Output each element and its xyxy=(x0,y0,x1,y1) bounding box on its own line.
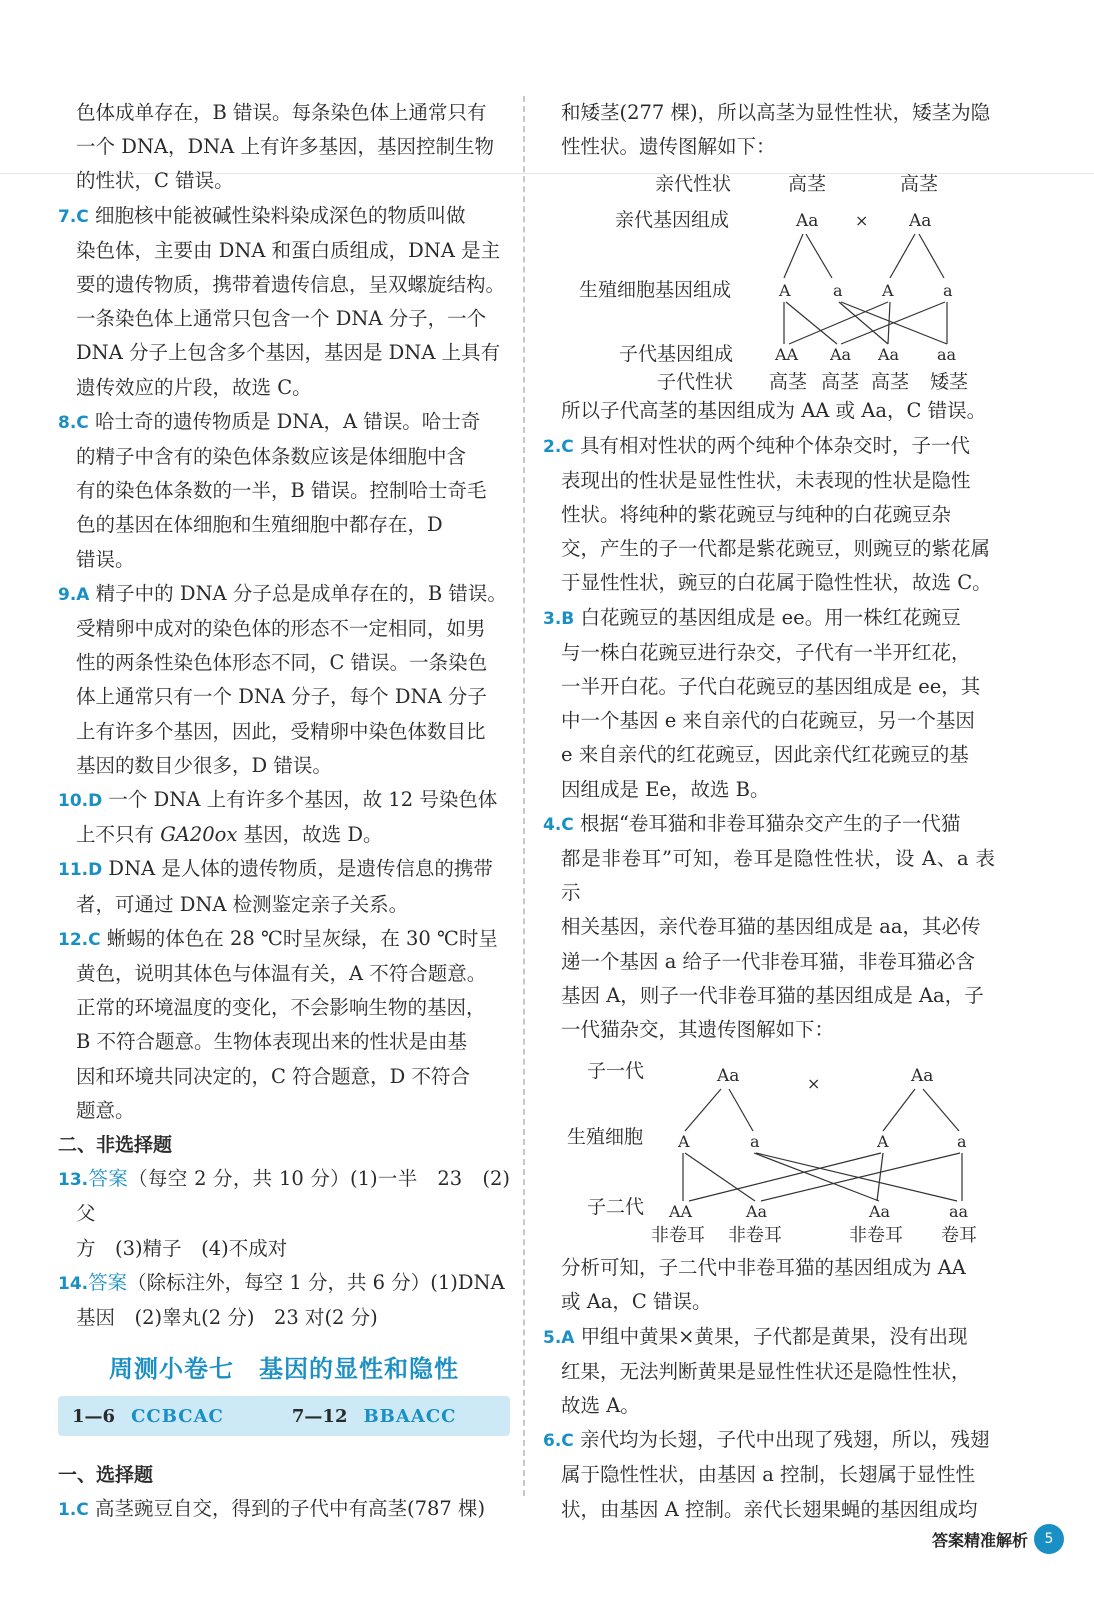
text-line: 基因 (2)睾丸(2 分) 23 对(2 分) xyxy=(76,1305,378,1329)
question-number: 5.A xyxy=(543,1327,575,1348)
offspring-genotype: Aa xyxy=(830,345,852,365)
text-line: 具有相对性状的两个纯种个体杂交时，子一代 xyxy=(573,433,970,457)
answer-8 xyxy=(58,405,510,577)
text-line: 一半开白花。子代白花豌豆的基因组成是 ee，其 xyxy=(561,675,981,699)
diagram-arrows xyxy=(784,234,947,344)
answer-10 xyxy=(58,783,510,852)
left-column xyxy=(58,96,510,1527)
text-line: 体上通常只有一个 DNA 分子，每个 DNA 分子 xyxy=(76,685,487,709)
diagram-label: 生殖细胞基因组成 xyxy=(579,279,732,302)
text-line: 上有许多个基因，因此，受精卵中染色体数目比 xyxy=(76,719,486,743)
text-line: 黄色，说明其体色与体温有关，A 不符合题意。 xyxy=(76,962,487,986)
text-line: 染色体，主要由 DNA 和蛋白质组成，DNA 是主 xyxy=(76,238,501,262)
cross-symbol: × xyxy=(807,1074,821,1094)
diagram-label: 亲代性状 xyxy=(655,173,732,196)
text-line: 中一个基因 e 来自亲代的白花豌豆，另一个基因 xyxy=(561,709,975,733)
question-number: 3.B xyxy=(543,608,575,629)
trait: 高茎 xyxy=(769,371,808,391)
answer-13 xyxy=(58,1162,510,1266)
text-line: 红果，无法判断黄果是显性性状还是隐性性状， xyxy=(561,1359,971,1383)
answer-14 xyxy=(58,1266,510,1335)
gamete: a xyxy=(943,281,953,301)
question-number: 6.C xyxy=(543,1431,574,1452)
text-line: 分析可知，子二代中非卷耳猫的基因组成为 AA xyxy=(561,1256,966,1280)
answer-label: 答案 xyxy=(88,1270,128,1294)
trait: 高茎 xyxy=(788,173,827,196)
text-line: 白花豌豆的基因组成是 ee。用一株红花豌豆 xyxy=(574,605,961,629)
trait: 高茎 xyxy=(900,173,939,196)
text-line: 相关基因，亲代卷耳猫的基因组成是 aa，其必传 xyxy=(561,915,981,939)
genotype: Aa xyxy=(911,1066,934,1087)
column-divider xyxy=(523,96,525,1496)
text-line: 方 (3)精子 (4)不成对 xyxy=(76,1236,288,1260)
text-line: 属于隐性性状，由基因 a 控制，长翅属于显性性 xyxy=(561,1463,976,1487)
gamete: a xyxy=(957,1132,967,1152)
text-line: 受精卵中成对的染色体的形态不一定相同，如男 xyxy=(76,617,486,641)
text-line: 遗传效应的片段，故选 C。 xyxy=(76,375,312,399)
text-line: （除标注外，每空 1 分，共 6 分）(1)DNA xyxy=(127,1270,505,1294)
text-line: 甲组中黄果×黄果，子代都是黄果，没有出现 xyxy=(574,1324,968,1348)
trait: 非卷耳 xyxy=(728,1225,782,1247)
text-line: （每空 2 分，共 10 分）(1)一半 23 (2)父 xyxy=(76,1167,510,1226)
text-line: B 不符合题意。生物体表现出来的性状是由基 xyxy=(76,1030,468,1054)
offspring-genotype: Aa xyxy=(878,345,900,365)
text-line: 根据“卷耳猫和非卷耳猫杂交产生的子一代猫 xyxy=(573,811,961,835)
gamete: A xyxy=(882,281,894,301)
question-number: 10.D xyxy=(58,791,103,812)
page-number: 5 xyxy=(1034,1524,1064,1554)
genetic-diagram-2 xyxy=(543,1047,995,1247)
text-line: 所以子代高茎的基因组成为 AA 或 Aa，C 错误。 xyxy=(561,399,987,423)
offspring-genotype: aa xyxy=(949,1202,969,1222)
text-line: 的精子中含有的染色体条数应该是体细胞中含 xyxy=(76,445,467,469)
text-line: 表现出的性状是显性性状，未表现的性状是隐性 xyxy=(561,468,971,492)
gamete: A xyxy=(877,1132,889,1152)
text-line: 与一株白花豌豆进行杂交，子代有一半开红花， xyxy=(561,640,971,664)
text-line: 一代猫杂交，其遗传图解如下： xyxy=(561,1018,835,1042)
answer-12 xyxy=(58,922,510,1128)
gene-name: GA20ox xyxy=(160,823,238,847)
answer-2 xyxy=(543,429,995,601)
gamete: A xyxy=(779,281,791,301)
text-line: 精子中的 DNA 分子总是成单存在的，B 错误。 xyxy=(89,581,507,605)
question-number: 7.C xyxy=(58,206,89,227)
offspring-genotype: aa xyxy=(937,345,957,365)
diagram-arrows xyxy=(683,1089,962,1201)
text-line: 一个 DNA，DNA 上有许多基因，基因控制生物 xyxy=(76,135,494,159)
cross-symbol: × xyxy=(855,211,869,231)
key-answers: CCBCAC xyxy=(131,1405,224,1427)
question-number: 1.C xyxy=(58,1500,89,1521)
trait: 卷耳 xyxy=(941,1225,977,1247)
diagram-label: 生殖细胞 xyxy=(567,1126,644,1149)
answer-9 xyxy=(58,577,510,783)
text-line: 性性状。遗传图解如下： xyxy=(561,135,776,159)
text-line: 或 Aa，C 错误。 xyxy=(561,1290,712,1314)
text-line: 因组成是 Ee，故选 B。 xyxy=(561,777,770,801)
answer-5 xyxy=(543,1320,995,1424)
continued-text xyxy=(58,96,510,199)
question-number: 2.C xyxy=(543,436,574,457)
text-line: 者，可通过 DNA 检测鉴定亲子关系。 xyxy=(76,892,409,916)
offspring-genotype: AA xyxy=(775,345,799,365)
answer-key-bar xyxy=(58,1396,510,1436)
trait: 高茎 xyxy=(871,371,910,391)
answer-11 xyxy=(58,852,510,921)
text-line: 状，由基因 A 控制。亲代长翅果蝇的基因组成均 xyxy=(561,1497,978,1521)
text-line: 哈士奇的遗传物质是 DNA，A 错误。哈士奇 xyxy=(88,409,481,433)
text-line: 细胞核中能被碱性染料染成深色的物质叫做 xyxy=(88,203,466,227)
genotype: Aa xyxy=(909,211,932,232)
text-line: 的性状，C 错误。 xyxy=(76,169,234,193)
text-line: 要的遗传物质，携带着遗传信息，呈双螺旋结构。 xyxy=(76,273,506,297)
diagram-label: 子代基因组成 xyxy=(619,343,734,366)
text-line: 错误。 xyxy=(76,547,135,571)
text-line: 递一个基因 a 给子一代非卷耳猫，非卷耳猫必含 xyxy=(561,949,976,973)
answer-7 xyxy=(58,199,510,405)
text-line: 于显性性状，豌豆的白花属于隐性性状，故选 C。 xyxy=(561,571,992,595)
key-range: 7—12 xyxy=(291,1405,348,1427)
text-line: 色体成单存在，B 错误。每条染色体上通常只有 xyxy=(76,101,487,124)
offspring-genotype: Aa xyxy=(869,1202,891,1222)
diagram-label: 子代性状 xyxy=(657,371,734,391)
gamete: a xyxy=(750,1132,760,1152)
trait: 高茎 xyxy=(821,371,860,391)
text-line: 正常的环境温度的变化，不会影响生物的基因， xyxy=(76,996,486,1020)
question-number: 13. xyxy=(58,1170,89,1191)
diagram-label: 亲代基因组成 xyxy=(615,209,730,232)
answer-3 xyxy=(543,601,995,807)
genotype: Aa xyxy=(717,1066,740,1087)
text-line: DNA 分子上包含多个基因，基因是 DNA 上具有 xyxy=(76,341,501,365)
text-line: 题意。 xyxy=(76,1098,135,1122)
question-number: 11.D xyxy=(58,860,103,881)
continued-text xyxy=(543,96,995,164)
text-part: 上不只有 xyxy=(76,823,161,847)
offspring-genotype: Aa xyxy=(746,1202,768,1222)
text-line: e 来自亲代的红花豌豆，因此亲代红花豌豆的基 xyxy=(561,743,969,767)
trait: 非卷耳 xyxy=(651,1225,705,1247)
offspring-genotype: AA xyxy=(669,1202,693,1222)
text-line: 一个 DNA 上有许多个基因，故 12 号染色体 xyxy=(102,788,498,812)
text-line: DNA 是人体的遗传物质，是遗传信息的携带 xyxy=(102,857,493,881)
answer-label: 答案 xyxy=(88,1167,129,1191)
gamete: A xyxy=(678,1132,690,1152)
answer-1 xyxy=(58,1492,510,1527)
key-range: 1—6 xyxy=(72,1405,116,1427)
question-number: 12.C xyxy=(58,929,101,950)
section-heading: 一、选择题 xyxy=(58,1464,154,1487)
genotype: Aa xyxy=(796,211,819,232)
answer-6 xyxy=(543,1423,995,1527)
text-line: 交，产生的子一代都是紫花豌豆，则豌豆的紫花属 xyxy=(561,537,991,561)
text-line: 和矮茎(277 棵)，所以高茎为显性性状，矮茎为隐 xyxy=(561,101,991,124)
text-line: 基因的数目少很多，D 错误。 xyxy=(76,753,332,777)
analysis-text xyxy=(543,1251,995,1319)
text-line: 故选 A。 xyxy=(561,1394,640,1418)
diagram-label: 子二代 xyxy=(587,1196,645,1219)
text-line: 性的两条性染色体形态不同，C 错误。一条染色 xyxy=(76,651,488,675)
text-line: 色的基因在体细胞和生殖细胞中都存在，D xyxy=(76,513,443,537)
trait: 矮茎 xyxy=(930,371,969,391)
question-number: 8.C xyxy=(58,412,89,433)
footer-title: 答案精准解析 xyxy=(931,1530,1028,1550)
question-number: 9.A xyxy=(58,584,90,605)
text-line: 高茎豌豆自交，得到的子代中有高茎(787 棵) xyxy=(88,1497,486,1521)
key-answers: BBAACC xyxy=(363,1405,457,1427)
text-line: 有的染色体条数的一半，B 错误。控制哈士奇毛 xyxy=(76,479,487,503)
genetic-diagram-1 xyxy=(543,164,995,390)
page-footer xyxy=(932,1524,1064,1554)
text-line: 亲代均为长翅，子代中出现了残翅，所以，残翅 xyxy=(573,1428,990,1452)
text-line: 蜥蜴的体色在 28 ℃时呈灰绿，在 30 ℃时呈 xyxy=(100,926,498,950)
text-line: 一条染色体上通常只包含一个 DNA 分子，一个 xyxy=(76,307,487,331)
text-line: 性状。将纯种的紫花豌豆与纯种的白花豌豆杂 xyxy=(561,503,952,527)
text-line: 因和环境共同决定的，C 符合题意，D 不符合 xyxy=(76,1064,470,1088)
question-number: 4.C xyxy=(543,814,574,835)
diagram-label: 子一代 xyxy=(587,1060,645,1083)
answer-4 xyxy=(543,807,995,1047)
text-line: 都是非卷耳”可知，卷耳是隐性性状，设 A、a 表示 xyxy=(561,847,995,905)
trait: 非卷耳 xyxy=(849,1225,903,1247)
question-number: 14. xyxy=(58,1273,89,1294)
right-column xyxy=(543,96,995,1527)
gamete: a xyxy=(833,281,843,301)
text-part: 基因，故选 D。 xyxy=(237,823,383,847)
unit-title: 周测小卷七 基因的显性和隐性 xyxy=(109,1355,459,1384)
text-line: 基因 A，则子一代非卷耳猫的基因组成是 Aa，子 xyxy=(561,983,984,1007)
section-heading: 二、非选择题 xyxy=(58,1134,173,1157)
